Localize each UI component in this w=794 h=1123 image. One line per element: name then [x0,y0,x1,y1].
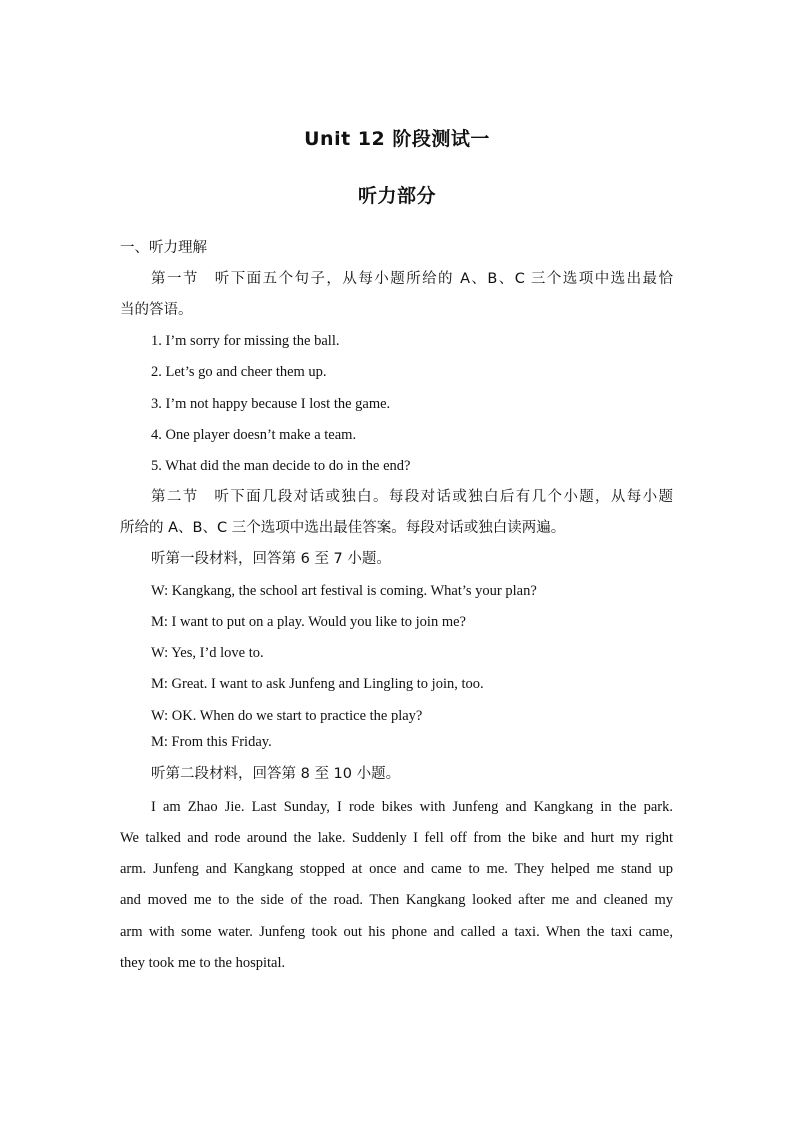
monologue-line: arm with some water. Junfeng took out his phone and called a taxi. When the taxi came, [120,924,673,940]
monologue-line: I am Zhao Jie. Last Sunday, I rode bikes with Junfeng and Kangkang in the park. [151,799,673,815]
monologue-line: arm. Junfeng and Kangkang stopped at once and came to me. They helped me stand up [120,861,673,877]
monologue-line: they took me to the hospital. [120,955,286,971]
part1-instruction-line1: 第一节 听下面五个句子，从每小题所给的 A、B、C 三个选项中选出最恰 [151,271,673,287]
dialogue-line: W: Kangkang, the school art festival is coming. What’s your plan? [151,583,537,599]
page-subtitle: 听力部分 [357,185,436,207]
page-title: Unit 12 阶段测试一 [304,128,490,150]
sentence-item: 2. Let’s go and cheer them up. [151,364,327,380]
sentence-item: 4. One player doesn’t make a team. [151,427,357,443]
dialogue-line: W: Yes, I’d love to. [151,645,264,661]
part1-instruction-line2: 当的答语。 [120,302,193,318]
part2-instruction-line1: 第二节 听下面几段对话或独白。每段对话或独白后有几个小题，从每小题 [151,489,673,505]
section-heading: 一、听力理解 [120,240,207,256]
material1-label: 听第一段材料，回答第 6 至 7 小题。 [151,551,391,567]
monologue-line: and moved me to the side of the road. Then Kangkang looked after me and cleaned my [120,892,673,908]
dialogue-line: W: OK. When do we start to practice the play? [151,708,423,724]
monologue-line: We talked and rode around the lake. Suddenly I fell off from the bike and hurt my right [120,830,673,846]
sentence-item: 1. I’m sorry for missing the ball. [151,333,340,349]
sentence-item: 5. What did the man decide to do in the end? [151,458,411,474]
dialogue-line: M: Great. I want to ask Junfeng and Lingling to join, too. [151,676,484,692]
part2-instruction-line2: 所给的 A、B、C 三个选项中选出最佳答案。每段对话或独白读两遍。 [120,520,566,536]
sentence-item: 3. I’m not happy because I lost the game. [151,396,391,412]
material2-label: 听第二段材料，回答第 8 至 10 小题。 [151,766,401,782]
dialogue-line: M: I want to put on a play. Would you like to join me? [151,614,466,630]
dialogue-line: M: From this Friday. [151,734,272,750]
